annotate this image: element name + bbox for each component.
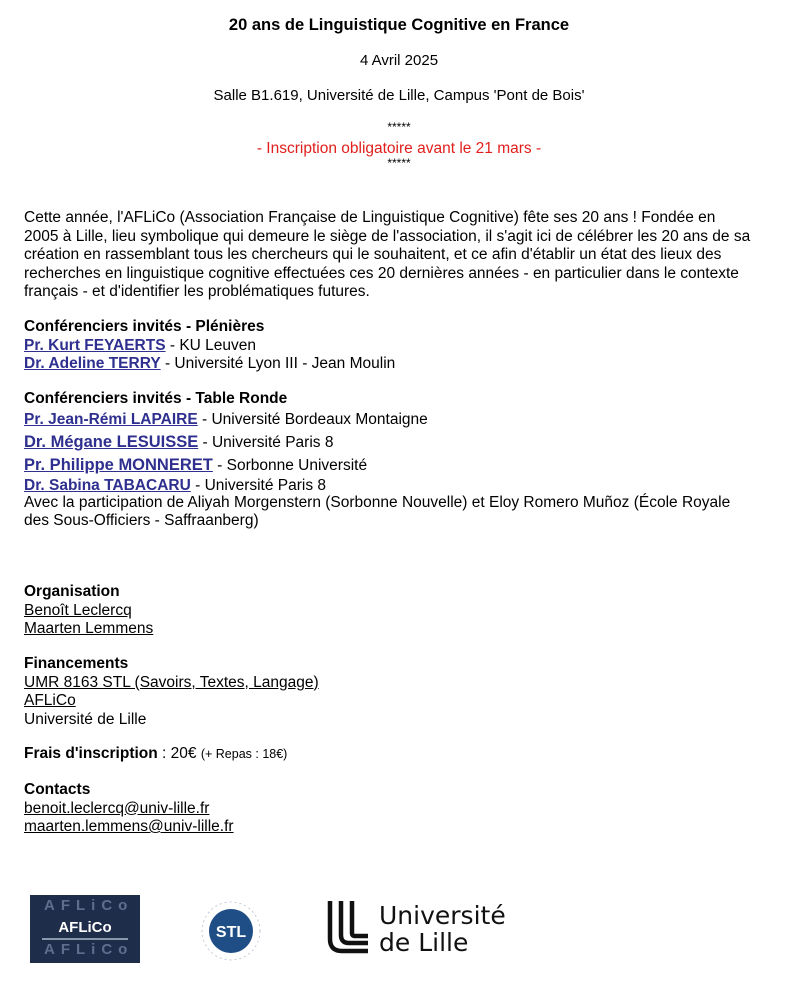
speaker-row [24,337,395,356]
funding-heading: Financements [24,655,129,672]
speaker-row [24,431,730,454]
speaker-link[interactable]: Dr. Sabina TABACARU [24,476,191,494]
intro-line: recherches en linguistique cognitive effectuées ces 20 dernières années - en particulier dans le contexte [24,264,739,282]
speaker-affiliation: - Sorbonne Université [212,456,368,474]
intro-line: Cette année, l'AFLiCo (Association Française de Linguistique Cognitive) fête ses 20 ans ! Fondée en [24,209,716,226]
separator-stars-bottom: ***** [387,156,411,170]
organisation-heading: Organisation [24,583,120,600]
speaker-row [24,477,730,494]
funder-link[interactable]: UMR 8163 STL (Savoirs, Textes, Langage) [24,673,319,691]
separator-stars-top: ***** [387,120,411,134]
fees-value: : 20€ [157,745,201,762]
intro-line: création en rassemblant tous les chercheurs qui le souhaitent, et ce afin d'établir un état des lieux des [24,246,722,263]
universite-text: Université [379,901,506,930]
speaker-link[interactable]: Pr. Kurt FEYAERTS [24,336,166,354]
funder-link[interactable]: AFLiCo [24,692,76,709]
contact-email-link[interactable]: maarten.lemmens@univ-lille.fr [24,818,234,835]
speaker-affiliation: - Université Paris 8 [198,433,334,451]
fees-section [24,745,287,764]
speaker-affiliation: - Université Bordeaux Montaigne [197,410,428,428]
participation-line: des Sous-Officiers - Saffraanberg) [24,512,259,529]
speaker-link[interactable]: Dr. Mégane LESUISSE [24,432,199,451]
intro-line: 2005 à Lille, lieu symbolique qui demeure le siège de l'association, il s'agit ici de célébrer les 20 ans de sa [24,227,751,245]
intro-paragraph [24,209,784,302]
participation-line: Avec la participation de Aliyah Morgenstern (Sorbonne Nouvelle) et Eloy Romero Muñoz (École Royale [24,493,731,511]
de-lille-text: de Lille [379,928,469,957]
organisation-section [24,583,153,639]
organiser-link[interactable]: Maarten Lemmens [24,620,154,637]
funding-section [24,655,319,729]
contacts-heading: Contacts [24,781,91,798]
speaker-affiliation: - KU Leuven [165,336,257,354]
speaker-link[interactable]: Dr. Adeline TERRY [24,355,161,372]
plenary-section [24,318,395,374]
plenary-heading: Conférenciers invités - Plénières [24,318,265,335]
logo-row [0,893,792,965]
contact-email-link[interactable]: benoit.leclercq@univ-lille.fr [24,799,210,817]
event-date: 4 Avril 2025 [359,52,439,69]
roundtable-heading: Conférenciers invités - Table Ronde [24,390,288,407]
aflico-logo: AFLiCo AFLiCo AFLiCo [30,895,140,963]
speaker-link[interactable]: Pr. Jean-Rémi LAPAIRE [24,410,198,428]
fees-label: Frais d'inscription [24,745,158,762]
speaker-row [24,454,730,477]
event-venue: Salle B1.619, Université de Lille, Campus 'Pont de Bois' [213,87,585,104]
speaker-affiliation: - Université Lyon III - Jean Moulin [160,355,396,372]
registration-notice: - Inscription obligatoire avant le 21 mars - [256,140,542,157]
fees-extra: (+ Repas : 18€) [200,747,288,761]
speaker-affiliation: - Université Paris 8 [190,476,327,494]
svg-text:STL: STL [215,924,247,941]
speaker-row [24,409,730,431]
event-title: 20 ans de Linguistique Cognitive en France [228,16,570,34]
roundtable-section [24,390,730,531]
organiser-link[interactable]: Benoît Leclercq [24,601,132,619]
stl-logo [198,897,268,963]
funder-text: Université de Lille [24,710,147,728]
speaker-link[interactable]: Pr. Philippe MONNERET [24,455,213,474]
contacts-section [24,781,234,837]
speaker-row [24,355,395,374]
intro-line: français - et d'identifier les problématiques futures. [24,283,370,300]
